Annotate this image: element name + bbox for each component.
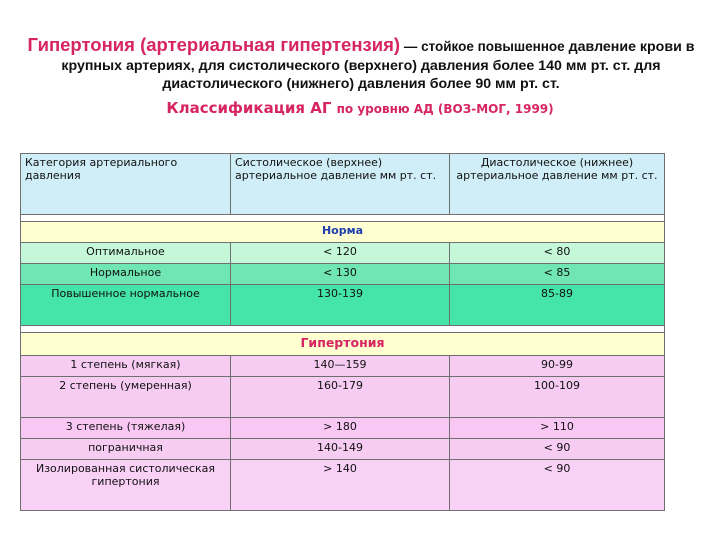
cell-diastolic: > 110 [450,418,665,439]
cell-diastolic: < 80 [450,243,665,264]
intro-rest: давление крови в крупных артериях, для систолического (верхнего) давления более 140 мм рт. ст. для диастолического (нижнего) давления более 90 мм рт. ст. [61,39,695,92]
table-row [21,418,665,439]
intro-text [14,36,708,94]
table-row [21,377,665,418]
section-norm-label: Норма [21,222,665,243]
table-row [21,356,665,377]
cell-diastolic: 100-109 [450,377,665,418]
spacer [21,215,665,222]
cell-category: 2 степень (умеренная) [21,377,231,418]
section-hypertension-label: Гипертония [21,333,665,356]
cell-category: Нормальное [21,264,231,285]
spacer [21,326,665,333]
cell-systolic: < 120 [231,243,450,264]
cell-systolic: > 140 [231,460,450,511]
classification-title [0,99,720,117]
intro-term: Гипертония (артериальная гипертензия) [27,34,401,55]
cell-diastolic: 90-99 [450,356,665,377]
cell-diastolic: < 90 [450,439,665,460]
cell-systolic: < 130 [231,264,450,285]
table-row [21,285,665,326]
header-category: Категория артериального давления [21,154,231,215]
classification-main: Классификация АГ [166,99,332,117]
classification-sub: по уровню АД (ВОЗ-МОГ, 1999) [336,102,554,116]
table-row [21,460,665,511]
cell-systolic: > 180 [231,418,450,439]
cell-category: 3 степень (тяжелая) [21,418,231,439]
cell-category: пограничная [21,439,231,460]
table-row [21,264,665,285]
cell-diastolic: < 90 [450,460,665,511]
cell-systolic: 140—159 [231,356,450,377]
bp-classification-table [20,153,665,511]
header-diastolic: Диастолическое (нижнее) артериальное давление мм рт. ст. [450,154,665,215]
cell-category: 1 степень (мягкая) [21,356,231,377]
cell-diastolic: < 85 [450,264,665,285]
section-row-norm [21,222,665,243]
cell-category: Оптимальное [21,243,231,264]
cell-category: Изолированная систолическая гипертония [21,460,231,511]
table-row [21,243,665,264]
intro-dash: — стойкое повышенное [400,39,565,54]
cell-systolic: 130-139 [231,285,450,326]
cell-systolic: 140-149 [231,439,450,460]
cell-category: Повышенное нормальное [21,285,231,326]
section-row-hypertension [21,333,665,356]
table-row [21,439,665,460]
cell-systolic: 160-179 [231,377,450,418]
cell-diastolic: 85-89 [450,285,665,326]
header-systolic: Систолическое (верхнее) артериальное давление мм рт. ст. [231,154,450,215]
table-header-row [21,154,665,215]
